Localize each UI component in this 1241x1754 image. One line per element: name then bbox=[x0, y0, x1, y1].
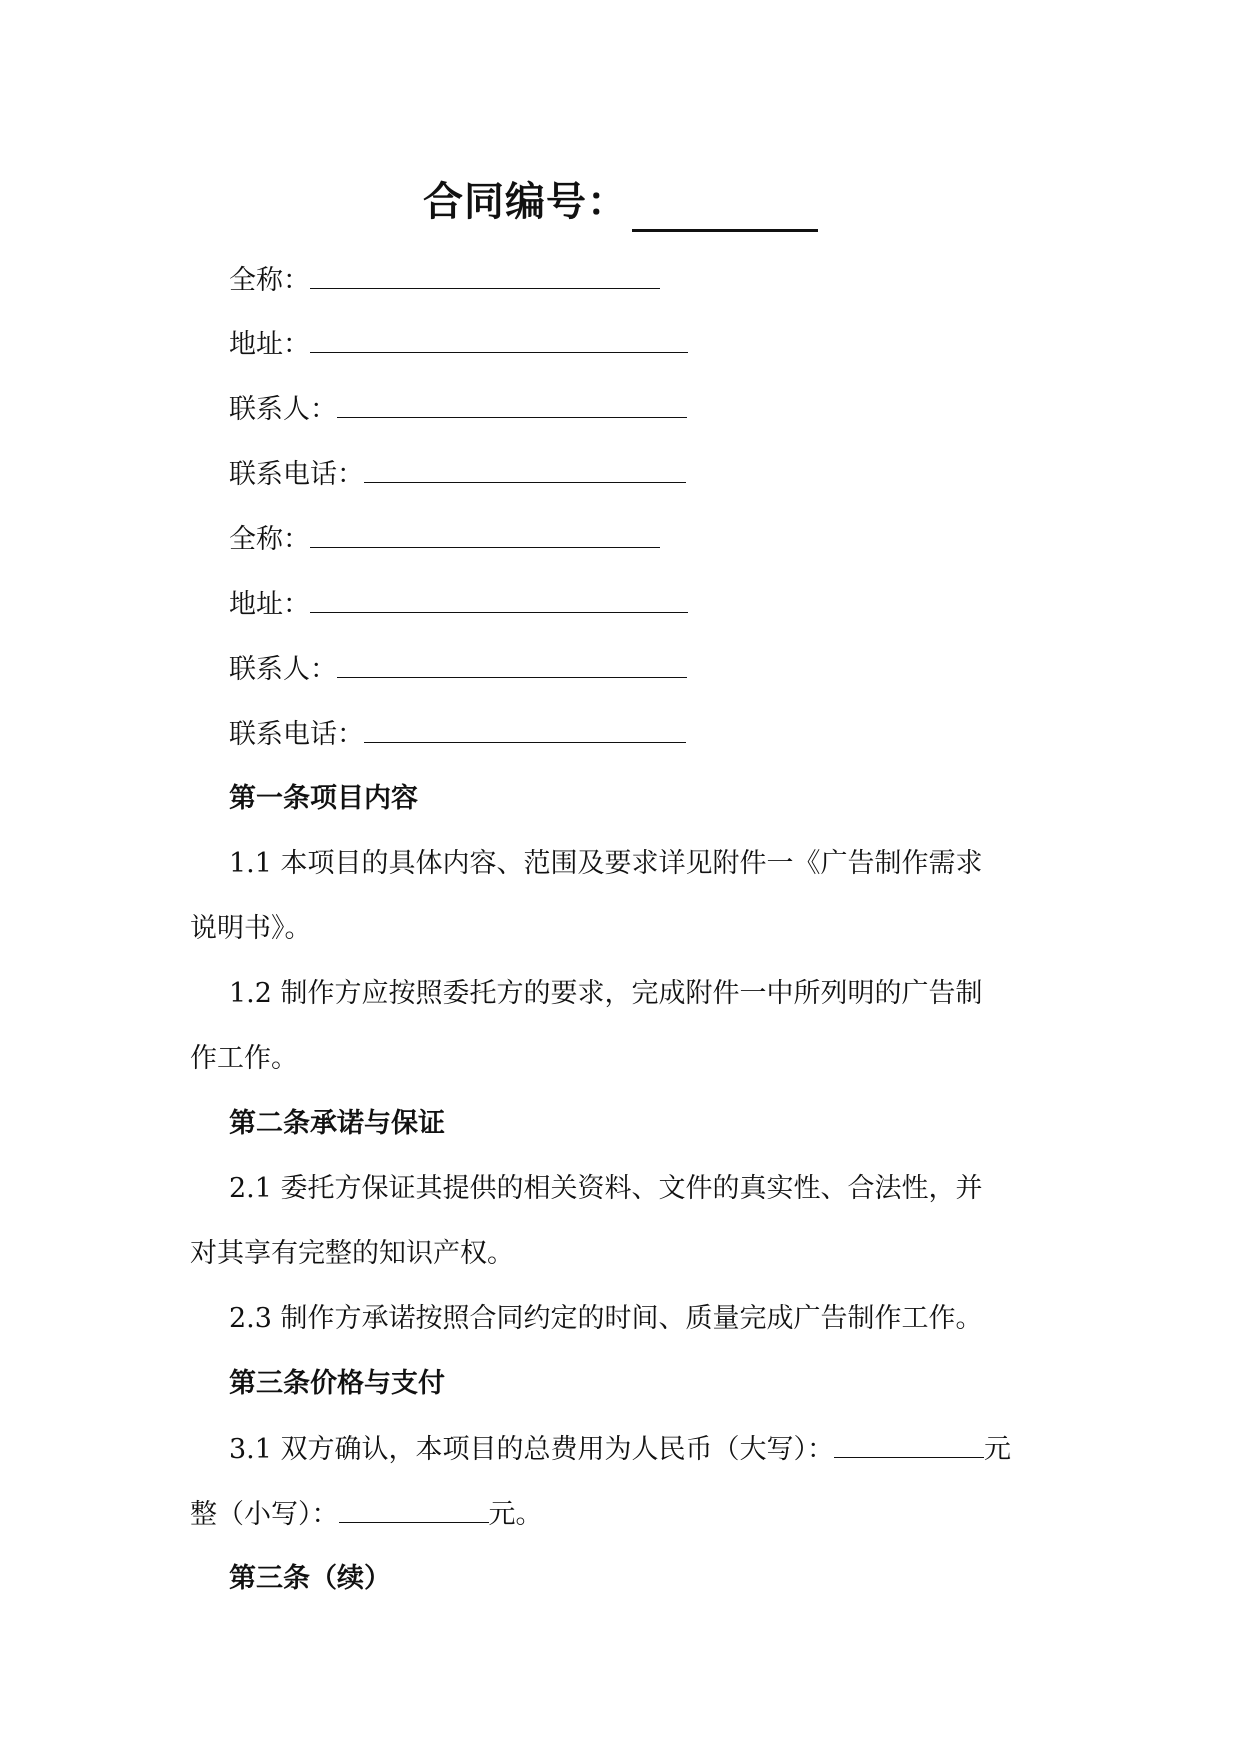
article-1-clause-2-line-1: 1.2 制作方应按照委托方的要求，完成附件一中所列明的广告制 bbox=[229, 978, 983, 1009]
article-1-clause-1-line-2: 说明书》。 bbox=[190, 913, 312, 944]
party-b-address-label: 地址： bbox=[229, 589, 310, 620]
party-b-name-label: 全称： bbox=[229, 524, 310, 555]
party-b-contact-label: 联系人： bbox=[229, 654, 337, 685]
article-1-clause-2-line-2: 作工作。 bbox=[190, 1043, 298, 1074]
article-2-clause-1-line-2: 对其享有完整的知识产权。 bbox=[190, 1238, 514, 1269]
currency-unit-yuan: 元 bbox=[984, 1434, 1012, 1465]
article-2-heading: 第二条承诺与保证 bbox=[229, 1108, 445, 1139]
total-fee-lowercase-blank bbox=[339, 1494, 489, 1523]
party-a-phone-blank bbox=[364, 454, 686, 483]
party-b-name-blank bbox=[310, 519, 660, 548]
party-b-contact-row bbox=[229, 649, 1109, 690]
contract-number-blank bbox=[632, 181, 818, 232]
party-b-phone-label: 联系电话： bbox=[229, 719, 364, 750]
party-a-address-row bbox=[229, 324, 1109, 365]
article-3-heading: 第三条价格与支付 bbox=[229, 1368, 445, 1399]
party-b-name-row bbox=[229, 519, 1109, 560]
party-b-phone-row bbox=[229, 714, 1109, 755]
article-3-clause-1-line-1 bbox=[229, 1429, 1109, 1470]
party-a-phone-row bbox=[229, 454, 1109, 495]
party-b-address-blank bbox=[310, 584, 688, 613]
contract-number-title bbox=[0, 172, 1241, 232]
article-3-clause-1-line-2 bbox=[190, 1494, 1070, 1535]
article-3-continued-heading: 第三条（续） bbox=[229, 1563, 391, 1594]
party-a-address-blank bbox=[310, 324, 688, 353]
party-a-name-blank bbox=[310, 260, 660, 289]
party-b-address-row bbox=[229, 584, 1109, 625]
article-2-clause-1-line-1: 2.1 委托方保证其提供的相关资料、文件的真实性、合法性，并 bbox=[229, 1173, 983, 1204]
total-fee-lowercase-label: 整（小写）： bbox=[190, 1499, 339, 1530]
party-a-name-row bbox=[229, 260, 1109, 301]
contract-number-label: 合同编号： bbox=[423, 179, 628, 225]
party-a-contact-label: 联系人： bbox=[229, 394, 337, 425]
article-2-clause-3: 2.3 制作方承诺按照合同约定的时间、质量完成广告制作工作。 bbox=[229, 1303, 983, 1334]
party-a-contact-blank bbox=[337, 389, 687, 418]
total-fee-uppercase-label: 3.1 双方确认，本项目的总费用为人民币（大写）： bbox=[229, 1434, 835, 1465]
currency-unit-yuan-end: 元。 bbox=[488, 1499, 543, 1530]
article-1-clause-1-line-1: 1.1 本项目的具体内容、范围及要求详见附件一《广告制作需求 bbox=[229, 848, 983, 879]
article-1-heading: 第一条项目内容 bbox=[229, 783, 418, 814]
party-a-address-label: 地址： bbox=[229, 329, 310, 360]
party-b-contact-blank bbox=[337, 649, 687, 678]
total-fee-uppercase-blank bbox=[834, 1429, 984, 1458]
party-a-contact-row bbox=[229, 389, 1109, 430]
party-b-phone-blank bbox=[364, 714, 686, 743]
party-a-name-label: 全称： bbox=[229, 265, 310, 296]
party-a-phone-label: 联系电话： bbox=[229, 459, 364, 490]
